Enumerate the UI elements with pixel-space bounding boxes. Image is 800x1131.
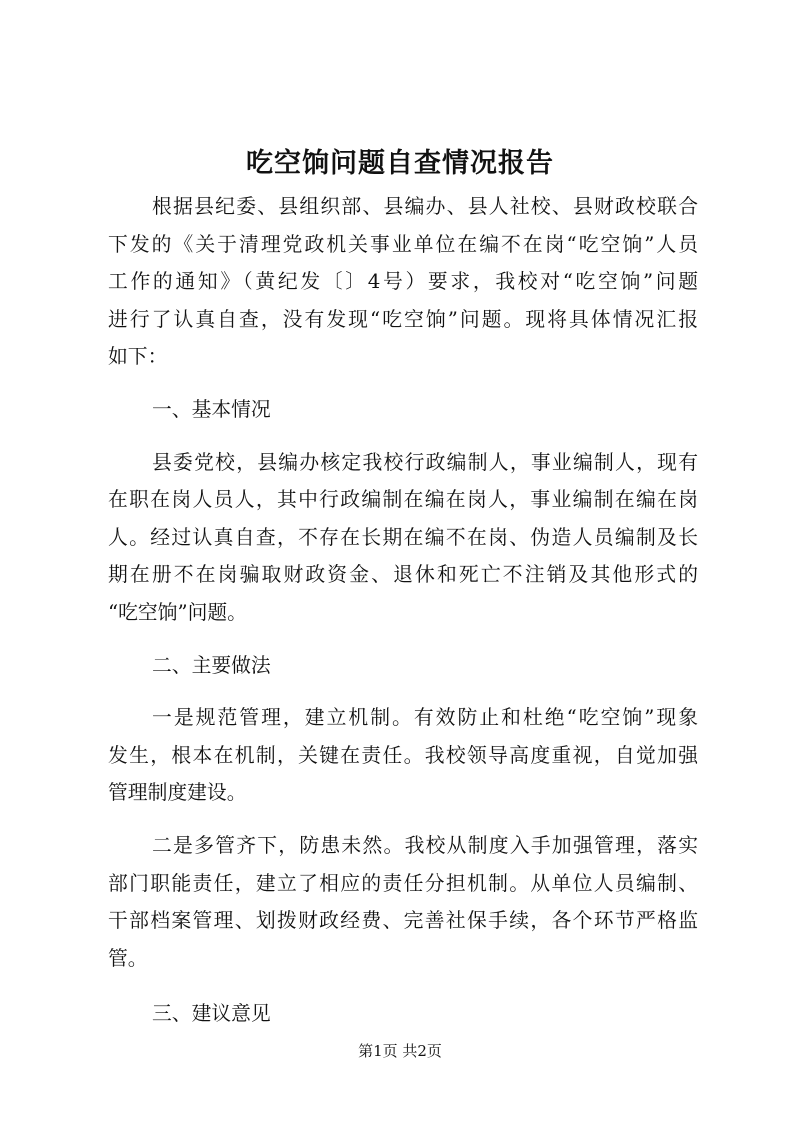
paragraph-line: 人。经过认真自查，不存在长期在编不在岗、伪造人员编制及长 [108,525,698,549]
paragraph-line: 期在册不在岗骗取财政资金、退休和死亡不注销及其他形式的 [108,563,698,587]
paragraph-line: 一是规范管理，建立机制。有效防止和杜绝“吃空饷”现象 [152,706,698,730]
document-body [108,188,698,1033]
section-heading-suggestions: 三、建议意见 [152,1002,271,1026]
paragraph-line: 根据县纪委、县组织部、县编办、县人社校、县财政校联合 [152,195,698,218]
paragraph-line: 下发的《关于清理党政机关事业单位在编不在岗“吃空饷”人员 [108,232,698,256]
paragraph-line: 工作的通知》（黄纪发〔〕4号）要求，我校对“吃空饷”问题 [108,270,698,294]
paragraph-line: 如下： [108,345,168,369]
section-heading-main-practices: 二、主要做法 [152,653,271,677]
paragraph-line: 干部档案管理、划拨财政经费、完善社保手续，各个环节严格监 [108,909,698,933]
paragraph-line: “吃空饷”问题。 [108,600,247,624]
paragraph-line: 二是多管齐下，防患未然。我校从制度入手加强管理，落实 [152,833,698,857]
paragraph-line: 进行了认真自查，没有发现“吃空饷”问题。现将具体情况汇报 [108,307,698,331]
page-number: 第1页 共2页 [358,1042,442,1060]
document-title: 吃空饷问题自查情况报告 [246,148,554,179]
paragraph-line: 在职在岗人员人，其中行政编制在编在岗人，事业编制在编在岗 [108,488,698,512]
paragraph-line: 管理制度建设。 [108,781,247,805]
paragraph-line: 发生，根本在机制，关键在责任。我校领导高度重视，自觉加强 [108,743,698,767]
paragraph-line: 部门职能责任，建立了相应的责任分担机制。从单位人员编制、 [108,871,698,895]
section-heading-basic-situation: 一、基本情况 [152,397,271,421]
paragraph-line: 县委党校，县编办核定我校行政编制人，事业编制人，现有 [152,450,698,474]
paragraph-line: 管。 [108,946,148,970]
